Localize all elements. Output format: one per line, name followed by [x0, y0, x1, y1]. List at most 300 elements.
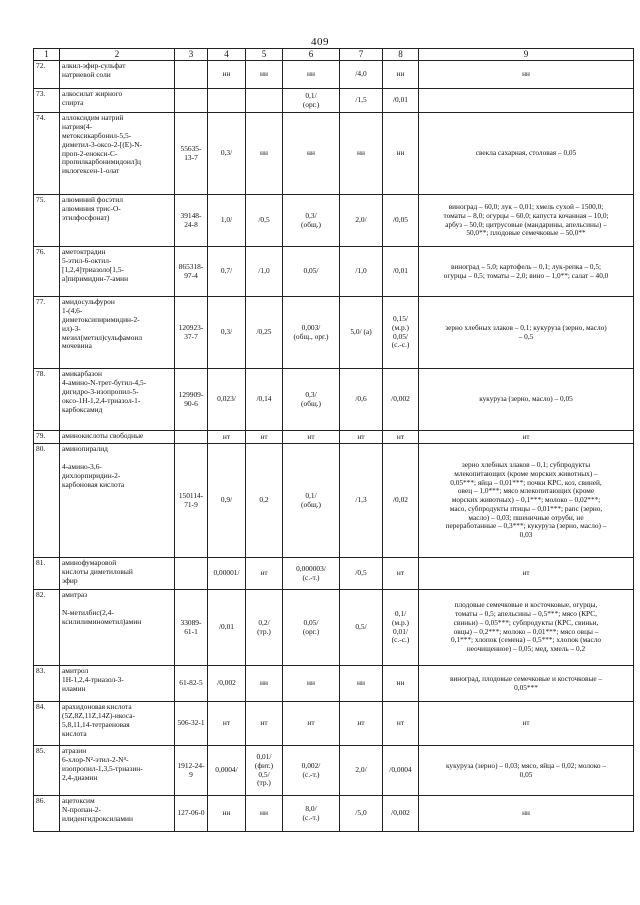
substance-name-line: кислота — [62, 728, 87, 738]
value-col8-line: /0,002 — [391, 808, 410, 818]
value-col7: /0,5 — [340, 558, 383, 590]
substance-name-line: 5-этил-6-октил- — [62, 255, 112, 265]
value-col4: 0,9/ — [208, 444, 246, 558]
value-col8 — [383, 796, 419, 832]
substance-name-line: алюминий фосэтил — [62, 195, 123, 204]
substance-name-line: [1,2,4]триазоло[1,5- — [62, 264, 124, 274]
substance-name-line: пропилкарбонимидоил]ц — [62, 157, 141, 167]
value-col6 — [283, 369, 340, 431]
value-col6-line: 0,000003/ — [296, 563, 326, 573]
residue-limits-line: нт — [522, 568, 530, 578]
row-number: 75. — [34, 195, 60, 247]
value-col8 — [383, 590, 419, 666]
value-col5-line: /0,5 — [258, 215, 270, 225]
cas-number: 120923-37-7 — [175, 297, 208, 369]
cas-number: 55635-13-7 — [175, 113, 208, 195]
column-header-1: 1 — [34, 49, 60, 61]
residue-limits — [419, 113, 634, 195]
substance-name — [60, 61, 175, 89]
substance-name-line: оксо-1H-1,2,4-триазол-1- — [62, 395, 141, 405]
substance-name-line: 4-амино-N-трет-бутил-4,5- — [62, 377, 147, 387]
substance-name-line: алкил-эфир-сульфат — [62, 61, 126, 70]
value-col5-line: 0,2/ — [258, 617, 270, 627]
row-number: 82. — [34, 590, 60, 666]
substance-name-line: N-метилбис(2,4- — [62, 607, 114, 617]
value-col4: 0,3/ — [208, 113, 246, 195]
residue-limits-line: масо, субпродукты птицы – 0,01***; рапс (зерно, — [449, 503, 603, 513]
value-col6 — [283, 746, 340, 796]
cas-number: 129909-90-6 — [175, 369, 208, 431]
residue-limits — [419, 702, 634, 746]
substance-name-line: алюминия трис-О- — [62, 203, 121, 213]
residue-limits-line: свекла сахарная, столовая – 0,05 — [475, 148, 577, 158]
value-col4: 0,0004/ — [208, 746, 246, 796]
value-col8 — [383, 113, 419, 195]
substance-name — [60, 89, 175, 113]
value-col4: 0,023/ — [208, 369, 246, 431]
value-col7: 5,0/ (а) — [340, 297, 383, 369]
value-col7: 0,5/ — [340, 590, 383, 666]
cas-number — [175, 431, 208, 444]
substance-name — [60, 297, 175, 369]
table-row — [34, 702, 634, 746]
table-row — [34, 369, 634, 431]
substance-name-line: мезил(метил)сульфамоил — [62, 332, 143, 342]
value-col5-line: нн — [260, 808, 268, 818]
table-row — [34, 89, 634, 113]
column-header-5: 5 — [246, 49, 283, 61]
value-col8 — [383, 431, 419, 444]
value-col7: нн — [340, 113, 383, 195]
value-col8-line: 0,05/ — [393, 331, 408, 341]
residue-limits — [419, 746, 634, 796]
value-col5-line: нн — [260, 678, 268, 688]
row-number: 86. — [34, 796, 60, 832]
value-col6 — [283, 247, 340, 297]
residue-limits-line — [421, 96, 631, 105]
value-col8-line: /0,02 — [393, 495, 408, 505]
table-row — [34, 297, 634, 369]
table-row — [34, 61, 634, 89]
residue-limits-line: масло) – 0,03; пшеничные отруби, не — [468, 512, 584, 522]
value-col8 — [383, 247, 419, 297]
value-col6-line: (орг.) — [302, 626, 320, 636]
value-col6 — [283, 89, 340, 113]
value-col6 — [283, 297, 340, 369]
substance-name — [60, 590, 175, 666]
residue-limits — [419, 444, 634, 558]
substance-name-line: проп-2-енокси-С- — [62, 148, 118, 158]
residue-limits-line: переработанные – 0,3***; кукуруза (зерно, масло) – — [445, 521, 607, 531]
residue-limits-line: 0,05 — [519, 769, 533, 779]
substance-name — [60, 746, 175, 796]
substance-name-line: ацетоксим — [62, 796, 95, 805]
residue-limits — [419, 558, 634, 590]
value-col5 — [246, 590, 283, 666]
value-col4: 0,7/ — [208, 247, 246, 297]
cas-number: 127-06-0 — [175, 796, 208, 832]
substance-name-line: кислоты диметиловый — [62, 566, 133, 576]
value-col8-line: нн — [396, 148, 405, 158]
substance-name-line: амидосульфурон — [62, 297, 115, 306]
page-number: 409 — [311, 36, 329, 48]
value-col6-line: нн — [307, 678, 315, 688]
table-row — [34, 195, 634, 247]
value-col8-line: /0,002 — [391, 394, 410, 404]
table-row — [34, 746, 634, 796]
substance-name-line: (5Z,8Z,11Z,14Z)-икоса- — [62, 710, 136, 720]
value-col5 — [246, 113, 283, 195]
value-col6-line: 0,3/ — [305, 210, 317, 220]
residue-limits-line: арбуз – 50,0; цитрусовые (мандарины, апельсины) – — [445, 219, 607, 229]
residue-limits-line: нн — [522, 808, 530, 818]
value-col6 — [283, 666, 340, 702]
substance-name — [60, 444, 175, 558]
row-number: 73. — [34, 89, 60, 113]
table-row — [34, 444, 634, 558]
value-col8-line: /0,01 — [393, 95, 408, 105]
value-col8-line: нт — [396, 718, 405, 728]
column-header-6: 6 — [283, 49, 340, 61]
residue-limits-line: кукуруза (зерно) – 0,03; мясо, яйца – 0,02; молоко – — [445, 760, 606, 770]
cas-number: 33089-61-1 — [175, 590, 208, 666]
substance-name-line: эфир — [62, 575, 78, 585]
substance-name — [60, 558, 175, 590]
value-col6-line: 8,0/ — [305, 803, 317, 813]
substance-name — [60, 666, 175, 702]
value-col5-line: нт — [260, 718, 268, 728]
value-col6-line: (общ.) — [301, 398, 321, 408]
value-col5-line: нн — [260, 148, 268, 158]
substance-name-line: диметоксипиримидин-2- — [62, 314, 140, 324]
value-col6-line: (общ.) — [301, 499, 321, 509]
value-col8-line: нн — [396, 69, 405, 79]
value-col5 — [246, 431, 283, 444]
value-col5 — [246, 796, 283, 832]
value-col8 — [383, 746, 419, 796]
value-col5-line: 0,5/ — [258, 769, 270, 779]
value-col8 — [383, 89, 419, 113]
table-row — [34, 247, 634, 297]
value-col5-line: 0,2 — [259, 495, 269, 505]
substance-name — [60, 113, 175, 195]
residue-limits-line: виноград – 60,0; лук – 0,01; хмель сухой – 1500,0; — [448, 202, 604, 211]
value-col8 — [383, 195, 419, 247]
substance-name-line: атразин — [62, 746, 87, 755]
substance-name-line: натриевой соли — [62, 69, 111, 79]
value-col7: нт — [340, 431, 383, 444]
residue-limits — [419, 431, 634, 444]
value-col6 — [283, 590, 340, 666]
cas-number — [175, 558, 208, 590]
residue-limits — [419, 61, 634, 89]
value-col4: нт — [208, 431, 246, 444]
value-col7: /4,0 — [340, 61, 383, 89]
residue-limits — [419, 297, 634, 369]
table-row — [34, 431, 634, 444]
value-col7: 2,0/ — [340, 195, 383, 247]
residue-limits-line: томаты – 8,0; огурцы – 60,0; капуста кочанная – 10,0; — [443, 210, 609, 220]
value-col4: нн — [208, 796, 246, 832]
value-col8 — [383, 297, 419, 369]
value-col6 — [283, 113, 340, 195]
table-body — [34, 61, 634, 832]
row-number: 85. — [34, 746, 60, 796]
substance-name-line: 1-(4,6- — [62, 305, 83, 315]
substance-name — [60, 431, 175, 444]
substance-name-line: арахидоновая кислота — [62, 702, 132, 711]
value-col6-line: 0,05/ — [303, 617, 319, 627]
substance-name-line: 6-хлор-N²-этил-2-N⁴- — [62, 754, 129, 764]
residue-limits — [419, 666, 634, 702]
cas-number: 150114-71-9 — [175, 444, 208, 558]
value-col6-line: нт — [307, 718, 315, 728]
value-col8-line: /0,0004 — [389, 765, 412, 775]
cas-number — [175, 61, 208, 89]
value-col5 — [246, 247, 283, 297]
substance-name-line: амитраз — [62, 590, 88, 599]
value-col6-line: 0,002/ — [301, 760, 321, 770]
value-col8 — [383, 61, 419, 89]
value-col6 — [283, 195, 340, 247]
value-col8 — [383, 558, 419, 590]
residue-limits-line: виноград, плодовые семечковые и косточковые – — [449, 673, 603, 683]
value-col8-line: (с.-с.) — [391, 635, 410, 645]
residue-limits-line: плодовые семечковые и косточковые, огурцы, — [454, 600, 598, 610]
cas-number: 61-82-5 — [175, 666, 208, 702]
value-col4 — [208, 89, 246, 113]
substance-name-line: карбоксамид — [62, 404, 103, 414]
value-col5-line: нт — [260, 431, 268, 441]
value-col6-line: (орг.) — [302, 99, 320, 109]
value-col6 — [283, 558, 340, 590]
value-col5-line: /1,0 — [258, 266, 270, 276]
substance-name-line: дигидро-3-изопропил-5- — [62, 386, 139, 396]
value-col4: 0,3/ — [208, 297, 246, 369]
value-col6 — [283, 796, 340, 832]
row-number: 77. — [34, 297, 60, 369]
table-row — [34, 796, 634, 832]
value-col6-line: (с.-т.) — [302, 572, 320, 582]
substance-name-line: N-пропан-2- — [62, 804, 101, 814]
residue-limits — [419, 796, 634, 832]
substance-name — [60, 702, 175, 746]
residue-limits — [419, 195, 634, 247]
value-col4: 1,0/ — [208, 195, 246, 247]
row-number: 81. — [34, 558, 60, 590]
value-col4: 0,00001/ — [208, 558, 246, 590]
row-number: 76. — [34, 247, 60, 297]
value-col5 — [246, 558, 283, 590]
value-col5-line: /0,25 — [256, 327, 272, 337]
residue-limits-line: томаты – 0,5; апельсины – 0,5***; мясо (КРС, — [455, 609, 597, 618]
residue-limits-line: свиньи) – 0,05***; субпродукты (КРС, свиньи, — [453, 617, 599, 627]
value-col7: /1,5 — [340, 89, 383, 113]
table-row — [34, 666, 634, 702]
value-col6-line: 0,05/ — [303, 266, 319, 276]
residue-limits-line: нт — [522, 431, 530, 441]
value-col8-line: 0,15/ — [393, 313, 408, 323]
value-col5 — [246, 61, 283, 89]
substance-name-line: мочевина — [62, 341, 92, 351]
substance-name — [60, 796, 175, 832]
substance-name-line: диметил-3-оксо-2-[(E)-N- — [62, 139, 143, 149]
substance-name-line: натрия(4- — [62, 121, 93, 131]
value-col8-line: 0,01/ — [393, 626, 408, 636]
residue-limits-line: нт — [522, 718, 530, 728]
value-col6-line: (общ., орг.) — [293, 331, 329, 341]
substance-name-line: аминопиралид — [62, 444, 108, 453]
value-col5-line: /0,14 — [256, 394, 272, 404]
value-col6-line: 0,3/ — [305, 389, 317, 399]
residue-limits — [419, 369, 634, 431]
residue-limits-line: неочищенное) – 0,05; мед, хмель – 0,2 — [466, 644, 586, 653]
table-row — [34, 590, 634, 666]
value-col6-line: 0,003/ — [301, 322, 321, 332]
substance-name-line: ксилилиминометил)амин — [62, 616, 142, 626]
column-header-9: 9 — [419, 49, 634, 61]
substance-name-line: карбоновая кислота — [62, 479, 125, 489]
residue-limits — [419, 590, 634, 666]
value-col5 — [246, 369, 283, 431]
cas-number: 1912-24-9 — [175, 746, 208, 796]
value-col6 — [283, 444, 340, 558]
substance-name-line: 2,4-диамин — [62, 772, 98, 782]
residue-limits-line: зерно хлебных злаков – 0,1; субпродукты — [461, 460, 591, 470]
value-col5-line: (тр.) — [257, 626, 271, 636]
substance-name-line: 1H-1,2,4-триазол-3- — [62, 674, 124, 684]
value-col5 — [246, 666, 283, 702]
residue-limits-line: зерно хлебных злаков – 0,1; кукуруза (зерно, масло) — [445, 322, 607, 332]
value-col8-line: нт — [396, 568, 405, 578]
column-header-4: 4 — [208, 49, 246, 61]
value-col7: 2,0/ — [340, 746, 383, 796]
substance-name-line: 5,8,11,14-тетраеновая — [62, 719, 130, 729]
substance-name-line: спирта — [62, 97, 84, 107]
substance-name-line: аллоксидим натрий — [62, 113, 124, 122]
residue-limits-line: морских животных) – 0,1***; молоко – 0,02***; — [451, 495, 601, 505]
substance-name-line: иламин — [62, 683, 86, 693]
residue-limits-line: виноград – 5,0; картофель – 0,1; лук-репка – 0,5; — [450, 261, 602, 271]
row-number: 78. — [34, 369, 60, 431]
value-col8-line: нт — [396, 431, 405, 441]
row-number: 74. — [34, 113, 60, 195]
residue-limits-line: огурцы – 0,5; томаты – 2,0; вино – 1,0**; салат – 40,0 — [443, 270, 609, 280]
substance-name-line: алкосилат жирного — [62, 89, 123, 98]
substance-name-line: аминокислоты свободные — [62, 431, 144, 440]
residue-limits — [419, 89, 634, 113]
column-header-3: 3 — [175, 49, 208, 61]
value-col4: /0,002 — [208, 666, 246, 702]
value-col5-line: 0,01/ — [256, 751, 272, 761]
residue-limits-line: овцы) – 0,2***; молоко – 0,01***; мясо овцы – — [453, 626, 599, 636]
value-col6-line: нт — [307, 431, 315, 441]
row-number: 79. — [34, 431, 60, 444]
table-row — [34, 113, 634, 195]
value-col7: /1,0 — [340, 247, 383, 297]
substance-name — [60, 247, 175, 297]
value-col5-line — [248, 96, 280, 105]
value-col7: /0,6 — [340, 369, 383, 431]
value-col6-line: (с.-т.) — [302, 769, 320, 779]
table-row — [34, 558, 634, 590]
value-col5 — [246, 444, 283, 558]
value-col8-line: (м.р.) — [392, 617, 409, 627]
value-col6-line: нн — [307, 148, 315, 158]
row-number: 80. — [34, 444, 60, 558]
value-col5 — [246, 746, 283, 796]
residue-limits-line: 0,05***; яйца – 0,01***; почки КРС, коз, свиней, — [450, 477, 602, 487]
residue-limits-line: нн — [522, 69, 530, 79]
row-number: 84. — [34, 702, 60, 746]
substance-name-line: амикарбазон — [62, 369, 102, 378]
value-col6-line: 0,1/ — [305, 490, 317, 500]
value-col8-line: /0,05 — [393, 215, 408, 225]
value-col7: /5,0 — [340, 796, 383, 832]
value-col5-line: нн — [260, 69, 268, 79]
value-col5 — [246, 89, 283, 113]
value-col8-line: /0,01 — [393, 266, 408, 276]
residue-limits-line: млекопитающих (кроме морских животных) – — [454, 468, 598, 478]
cas-number: 39148-24-8 — [175, 195, 208, 247]
column-header-7: 7 — [340, 49, 383, 61]
value-col5 — [246, 195, 283, 247]
value-col8-line: 0,1/ — [394, 608, 407, 618]
substance-name-line: аминофумаровой — [62, 558, 117, 567]
substance-name-line: 4-амино-3,6- — [62, 461, 102, 471]
column-header-8: 8 — [383, 49, 419, 61]
value-col8 — [383, 444, 419, 558]
value-col5-line: нт — [260, 568, 268, 578]
value-col6-line: (с.-т.) — [302, 812, 320, 822]
residue-limits-line: 0,03 — [519, 530, 533, 540]
substance-name — [60, 195, 175, 247]
substance-name-line: аметоктрадин — [62, 247, 106, 256]
value-col6-line: нн — [307, 69, 315, 79]
value-col7: /1,3 — [340, 444, 383, 558]
value-col8-line: нн — [396, 678, 405, 688]
value-col6 — [283, 702, 340, 746]
cas-number: 506-32-1 — [175, 702, 208, 746]
substance-name-line: изопропил-1,3,5-триазин- — [62, 763, 143, 773]
substance-name-line: этилфосфонат) — [62, 212, 110, 222]
value-col5-line: (фит.) — [254, 760, 274, 770]
residue-limits — [419, 247, 634, 297]
residue-limits-line: овец – 1,0***; мясо млекопитающих (кроме — [457, 486, 595, 496]
value-col6 — [283, 431, 340, 444]
substance-name-line: дихлорпиридин-2- — [62, 470, 121, 480]
residue-limits-line: 0,05*** — [514, 682, 538, 692]
substance-name-line: илиденгидроксиламин — [62, 813, 133, 823]
value-col4: нн — [208, 61, 246, 89]
cas-number — [175, 89, 208, 113]
substance-name-line: метоксикарбонил-5,5- — [62, 130, 132, 140]
column-header-2: 2 — [60, 49, 175, 61]
value-col5 — [246, 297, 283, 369]
value-col8 — [383, 666, 419, 702]
substance-name-line: ил)-3- — [62, 323, 81, 333]
cas-number: 865318-97-4 — [175, 247, 208, 297]
value-col6-line: (общ.) — [301, 219, 321, 229]
value-col4: нт — [208, 702, 246, 746]
substance-name — [60, 369, 175, 431]
regulation-table — [33, 48, 634, 832]
substance-name-line: амитрол — [62, 666, 89, 675]
value-col7: нн — [340, 666, 383, 702]
value-col6-line: 0,1/ — [305, 90, 317, 100]
value-col8 — [383, 702, 419, 746]
substance-name-line: a]пиримидин-7-амин — [62, 273, 129, 283]
